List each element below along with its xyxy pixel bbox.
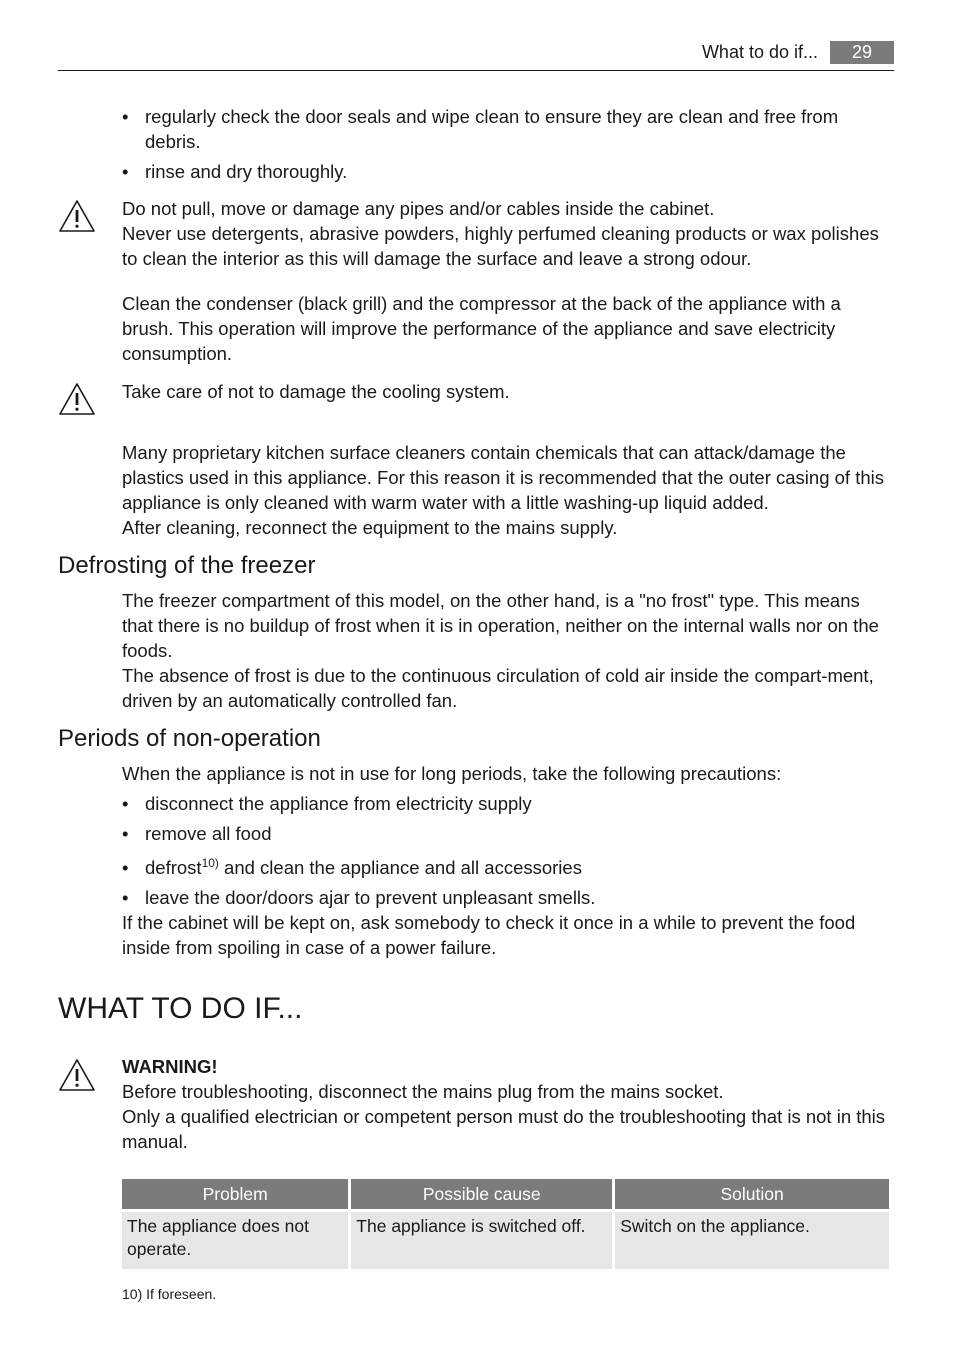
troubleshooting-table — [119, 1176, 892, 1272]
column-header-problem: Problem — [122, 1179, 348, 1209]
caution-line: Take care of not to damage the cooling system. — [122, 381, 510, 402]
list-item — [122, 885, 894, 910]
footnote: 10) If foreseen. — [122, 1286, 217, 1302]
footnote-ref-link[interactable]: 10) — [201, 856, 219, 870]
table-header-row — [122, 1179, 889, 1209]
warning-triangle-icon — [58, 382, 96, 416]
defrost-word: defrost — [145, 857, 202, 878]
non-operation-intro — [122, 761, 894, 786]
cleaners-paragraph — [122, 440, 894, 540]
table-cell-solution: Switch on the appliance. — [615, 1212, 889, 1269]
table-row — [122, 1212, 889, 1269]
table-cell-cause: The appliance is switched off. — [351, 1212, 612, 1269]
paragraph-text: The freezer compartment of this model, on the other hand, is a "no frost" type. This means that there is no buildup of frost when it is in operation, neither on the internal walls nor on the foods. — [122, 590, 879, 661]
list-item — [122, 821, 894, 846]
column-header-cause: Possible cause — [351, 1179, 612, 1209]
column-header-solution: Solution — [615, 1179, 889, 1209]
list-item — [122, 855, 894, 880]
list-item — [122, 104, 894, 154]
list-item — [122, 159, 894, 184]
warning-line: Before troubleshooting, disconnect the mains plug from the mains socket. — [122, 1081, 724, 1102]
table-cell-problem: The appliance does not operate. — [122, 1212, 348, 1269]
section-heading: Periods of non-operation — [58, 725, 321, 752]
paragraph-text: When the appliance is not in use for long periods, take the following precautions: — [122, 763, 782, 784]
warning-line: Only a qualified electrician or competent person must do the troubleshooting that is not in this manual. — [122, 1106, 886, 1152]
list-item — [122, 791, 894, 816]
paragraph-text: Clean the condenser (black grill) and the compressor at the back of the appliance with a brush. This operation will improve the performance of the appliance and save electricity consumption. — [122, 293, 841, 364]
warning-triangle-icon — [58, 1058, 96, 1092]
paragraph-text: The absence of frost is due to the continuous circulation of cold air inside the compart-ment, driven by an automatically controlled fan. — [122, 665, 874, 711]
page-number-badge: 29 — [830, 41, 894, 64]
bullet-dot-icon: • — [122, 106, 129, 127]
bullet-dot-icon: • — [122, 161, 129, 182]
paragraph-text: Many proprietary kitchen surface cleaners contain chemicals that can attack/damage the plastics used in this appliance. For this reason it is recommended that the outer casing of this appliance is only cleaned with warm water with a little washing-up liquid added. — [122, 442, 884, 513]
list-item-text: regularly check the door seals and wipe clean to ensure they are clean and free from debris. — [145, 106, 839, 152]
caution-text-block — [122, 196, 894, 271]
bullet-dot-icon: • — [122, 793, 129, 814]
warning-text-block — [122, 1054, 894, 1154]
caution-line: Do not pull, move or damage any pipes and/or cables inside the cabinet. — [122, 198, 715, 219]
caution-line: Never use detergents, abrasive powders, highly perfumed cleaning products or wax polishes to clean the interior as this will damage the surface and leave a strong odour. — [122, 223, 879, 269]
list-item-text: rinse and dry thoroughly. — [145, 161, 348, 182]
section-heading: Defrosting of the freezer — [58, 552, 316, 579]
warning-title: WARNING! — [122, 1056, 218, 1077]
list-item-text — [122, 855, 894, 880]
chapter-heading: WHAT TO DO IF... — [58, 992, 303, 1025]
non-operation-closing — [122, 910, 894, 960]
header-rule — [58, 70, 894, 71]
warning-triangle-icon — [58, 199, 96, 233]
paragraph-text: After cleaning, reconnect the equipment to the mains supply. — [122, 517, 618, 538]
paragraph-text: If the cabinet will be kept on, ask somebody to check it once in a while to prevent the food inside from spoiling in case of a power failure. — [122, 912, 856, 958]
caution-text-block — [122, 379, 894, 404]
bullet-dot-icon: • — [122, 823, 129, 844]
list-item-text: leave the door/doors ajar to prevent unpleasant smells. — [145, 887, 596, 908]
bullet-dot-icon: • — [122, 857, 129, 878]
defrost-suffix: and clean the appliance and all accessories — [218, 857, 582, 878]
condenser-paragraph — [122, 291, 894, 366]
list-item-text: disconnect the appliance from electricity supply — [145, 793, 532, 814]
list-item-text: remove all food — [145, 823, 272, 844]
defrosting-paragraph — [122, 588, 894, 713]
bullet-dot-icon: • — [122, 887, 129, 908]
running-header-title: What to do if... — [701, 42, 818, 62]
